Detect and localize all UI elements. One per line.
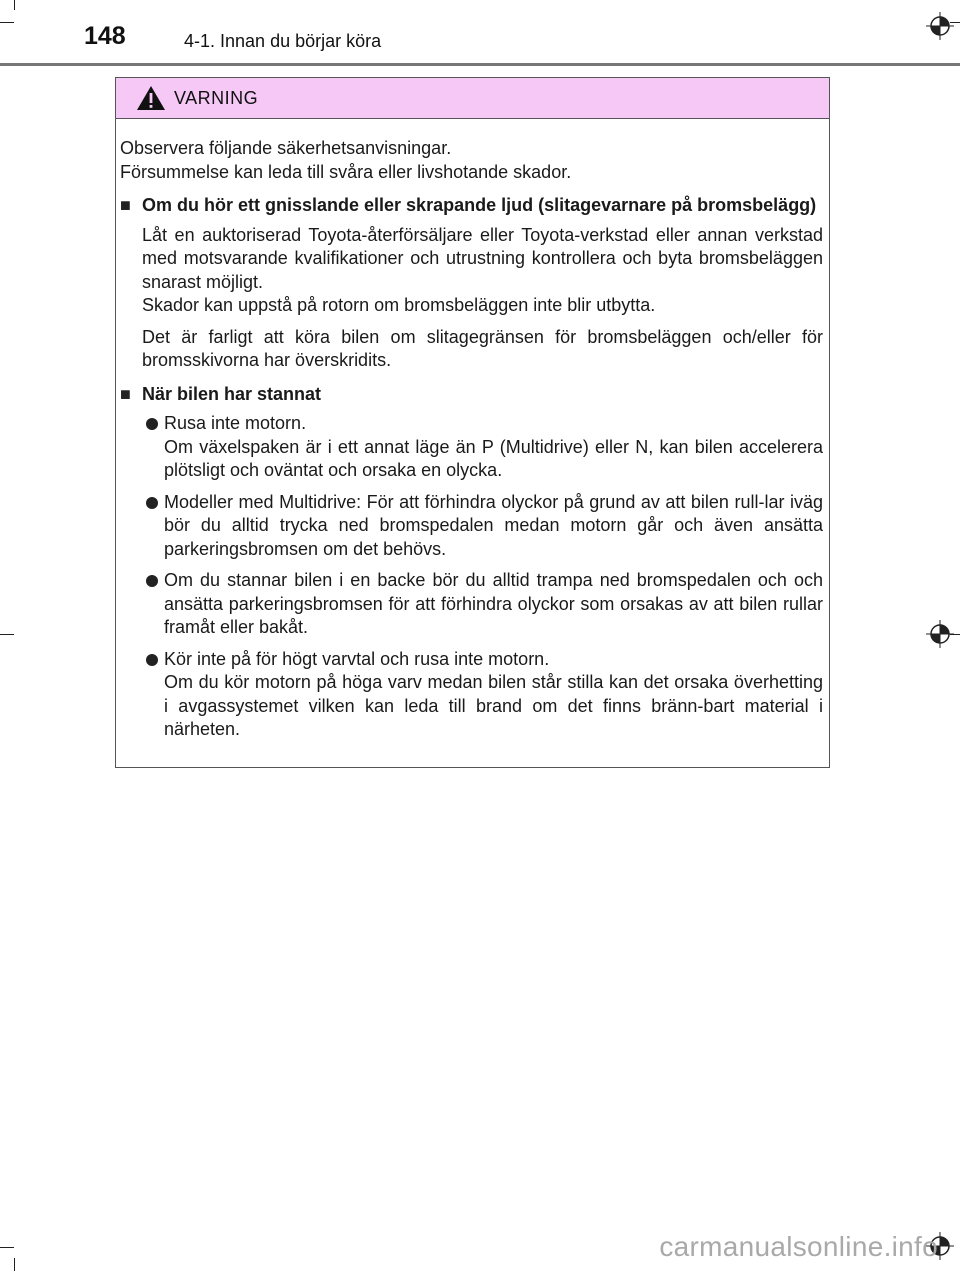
crop-mark [0, 22, 14, 23]
list-item-text: Kör inte på för högt varvtal och rusa inte motorn. [164, 648, 550, 669]
warning-box [115, 77, 830, 768]
header-rule [0, 63, 960, 66]
section-heading [120, 194, 823, 218]
list-item [120, 412, 823, 483]
list-item [120, 569, 823, 640]
section-paragraph: Det är farligt att köra bilen om slitagegränsen för bromsbeläggen och/eller för bromsskivorna har överskridits. [142, 326, 823, 370]
watermark: carmanualsonline.info [659, 1231, 938, 1262]
list-item [120, 648, 823, 742]
list-item-detail: Om du kör motorn på höga varv medan bilen står stilla kan det orsaka överhetting i avgassystemet vilken kan leda till brand om det finns bränn-bart material i närheten. [164, 672, 823, 739]
section-when-stopped [120, 383, 823, 742]
list-item [120, 491, 823, 562]
section-brake-pads [120, 194, 823, 373]
page-number: 148 [84, 22, 126, 50]
crop-mark [0, 1247, 14, 1248]
round-bullet-icon [146, 654, 158, 666]
list-item-text: Rusa inte motorn. [164, 413, 307, 433]
warning-triangle-icon [136, 85, 166, 111]
crop-mark [14, 1258, 15, 1271]
section-paragraph: Låt en auktoriserad Toyota-återförsäljare eller Toyota-verkstad eller annan verkstad med motsvarande kvalifikationer och utrustning kontrollera och byta bromsbeläggen snarast möjligt. [142, 224, 823, 292]
round-bullet-icon [146, 497, 158, 509]
section-paragraph: Skador kan uppstå på rotorn om bromsbeläggen inte blir utbytta. [142, 295, 656, 315]
section-title: 4-1. Innan du börjar köra [184, 31, 382, 51]
crop-mark [0, 634, 14, 635]
list-item-text: Modeller med Multidrive: För att förhindra olyckor på grund av att bilen rull-lar iväg bör du alltid trycka ned bromspedalen medan motorn går och även ansätta parkeringsbromsen om det behövs. [164, 491, 823, 559]
warning-header [116, 78, 829, 119]
warning-intro [120, 137, 823, 184]
square-bullet-icon: ■ [120, 383, 131, 404]
section-heading-text: När bilen har stannat [142, 383, 322, 404]
round-bullet-icon [146, 418, 158, 430]
warning-body [116, 119, 829, 742]
section-heading-text: Om du hör ett gnisslande eller skrapande ljud (slitagevarnare på bromsbelägg) [142, 195, 817, 215]
square-bullet-icon: ■ [120, 195, 131, 215]
list-item-text: Om du stannar bilen i en backe bör du alltid trampa ned bromspedalen och och ansätta parkeringsbromsen för att förhindra olyckor som orsakas av att bilen rullar framåt eller bakåt. [164, 570, 823, 637]
registration-mark-icon [926, 12, 954, 40]
registration-mark-icon [926, 620, 954, 648]
list-item-detail: Om växelspaken är i ett annat läge än P (Multidrive) eller N, kan bilen accelerera plötsligt och oväntat och orsaka en olycka. [164, 436, 823, 480]
intro-line: Försummelse kan leda till svåra eller livshotande skador. [120, 161, 572, 182]
crop-mark [14, 0, 15, 10]
intro-line: Observera följande säkerhetsanvisningar. [120, 138, 452, 158]
section-heading [120, 383, 823, 407]
warning-title: VARNING [174, 87, 259, 108]
round-bullet-icon [146, 575, 158, 587]
